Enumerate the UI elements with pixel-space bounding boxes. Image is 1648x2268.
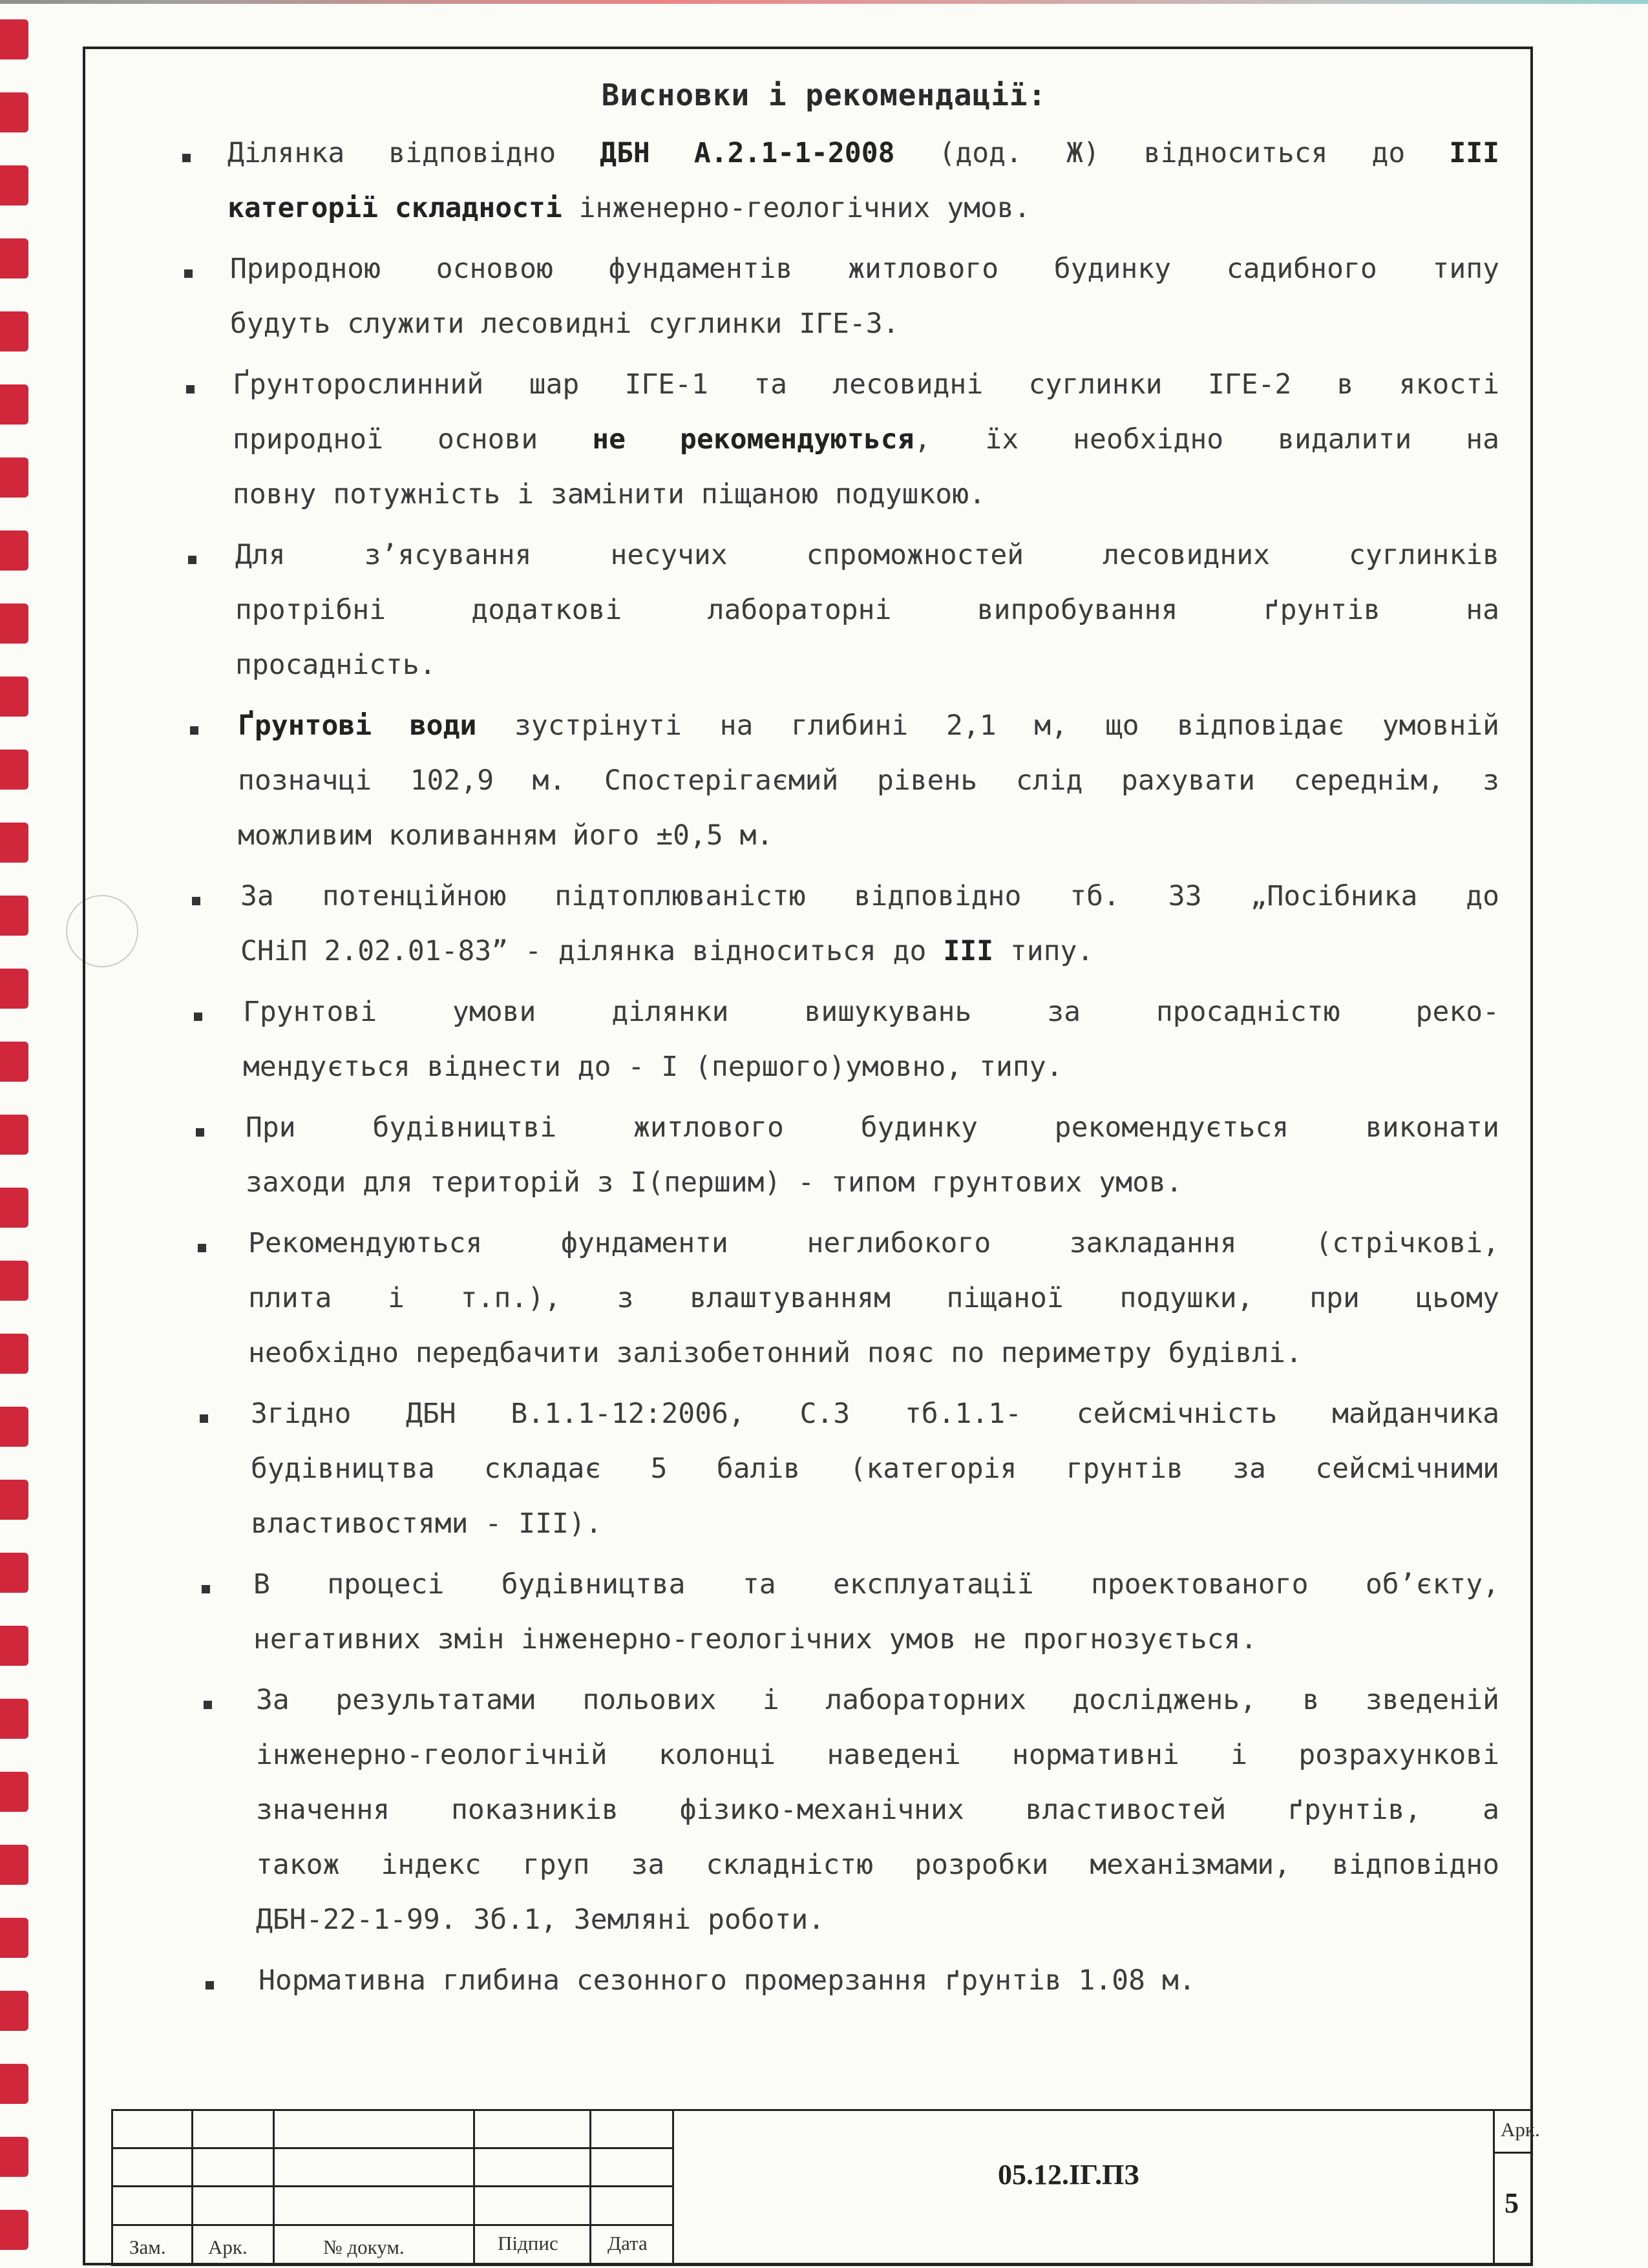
title-block (111, 2109, 1540, 2265)
bullet-marker (184, 269, 193, 278)
item-text: (дод. Ж) відноситься до (894, 137, 1450, 169)
item-text: просадність. (235, 649, 436, 681)
binding-tab (0, 1626, 28, 1666)
binding-tab (0, 1042, 28, 1082)
binding-tab (0, 1115, 28, 1155)
title-block-top-rule (111, 2109, 1533, 2111)
bullet-marker (186, 385, 195, 394)
binding-tab (0, 604, 28, 644)
binding-tab (0, 530, 28, 571)
item-text: зустрінуті на глибині 2,1 м, що відповідає умовній (476, 709, 1499, 742)
binding-tab (0, 969, 28, 1009)
title-block-col-rule (672, 2109, 674, 2265)
bullet-marker (202, 1585, 210, 1593)
bullet-marker (204, 1701, 212, 1709)
item-line (248, 1339, 1302, 1367)
page-title: Висновки і рекомендації: (601, 78, 1047, 112)
item-text: За результатами польових і лабораторних досліджень, в зведеній (256, 1684, 1499, 1716)
item-line (230, 255, 1499, 283)
item-line (233, 368, 1499, 401)
binding-tab (0, 2064, 28, 2104)
item-line (238, 764, 1499, 797)
spiral-binding (0, 0, 28, 2268)
item-line (256, 1686, 1499, 1714)
binding-tab (0, 1480, 28, 1520)
item-text: типу. (993, 935, 1094, 967)
binding-tab (0, 1699, 28, 1739)
item-line (240, 880, 1499, 912)
binding-tab (0, 238, 28, 278)
binding-tab (0, 1334, 28, 1374)
title-block-bottom-rule (111, 2264, 1533, 2266)
item-line (251, 1507, 602, 1540)
binding-tab (0, 823, 28, 863)
item-text: повну потужність і замінити піщаною подушкою. (233, 478, 986, 510)
item-text: Грунтові умови ділянки вишукувань за просадністю реко- (243, 996, 1499, 1028)
bullet-marker (198, 1244, 206, 1252)
item-text: Ділянка відповідно (227, 137, 600, 169)
item-text: За потенційною підтоплюваністю відповідно тб. 33 „Посібника до (240, 880, 1499, 912)
item-line (243, 998, 1499, 1026)
binding-tab (0, 457, 28, 498)
item-line (246, 1111, 1499, 1144)
binding-tab (0, 2210, 28, 2250)
binding-tab (0, 384, 28, 425)
item-text: будуть служити лесовидні суглинки ІГЕ-3. (230, 308, 900, 340)
item-line (238, 709, 1499, 742)
binding-tab (0, 677, 28, 717)
title-block-col-rule (273, 2109, 275, 2265)
item-text: негативних змін інженерно-геологічних умов не прогнозується. (253, 1623, 1258, 1655)
doc-number-label: № докум. (323, 2236, 405, 2258)
binding-tab (0, 311, 28, 352)
title-block-row-rule (111, 2224, 672, 2226)
binding-tab (0, 1918, 28, 1958)
title-block-sheet-rule (1493, 2152, 1533, 2154)
binding-tab (0, 1991, 28, 2031)
bullet-marker (188, 556, 196, 564)
item-text: Ґрунторослинний шар ІГЕ-1 та лесовидні суглинки ІГЕ-2 в якості (233, 368, 1499, 401)
emphasis-text: ДБН А.2.1-1-2008 (600, 137, 895, 169)
ark-label: Арк. (208, 2236, 248, 2258)
document-code: 05.12.ІГ.ПЗ (998, 2159, 1139, 2190)
item-text: мендується віднести до - I (першого)умовно, типу. (243, 1051, 1063, 1083)
bullet-marker (182, 154, 191, 162)
item-line (238, 819, 774, 852)
binding-tab (0, 1261, 28, 1301)
title-block-col-rule (191, 2109, 193, 2265)
item-line (235, 541, 1499, 569)
item-text: інженерно-геологічних умов. (562, 192, 1031, 224)
title-block-col-rule (111, 2109, 113, 2265)
title-block-row-rule (111, 2147, 672, 2149)
binding-tab (0, 1845, 28, 1885)
title-block-row-rule (111, 2185, 672, 2187)
item-line (243, 1053, 1063, 1081)
binding-tab (0, 165, 28, 205)
item-line (253, 1623, 1258, 1655)
item-text: Для з’ясування несучих спроможностей лесовидних суглинків (235, 539, 1499, 571)
item-text: Рекомендуються фундаменти неглибокого закладання (стрічкові, (248, 1227, 1499, 1259)
item-text: також індекс груп за складністю розробки механізмами, відповідно (256, 1849, 1499, 1881)
title-block-col-rule (473, 2109, 475, 2265)
item-line (233, 423, 1499, 456)
item-line (256, 1906, 825, 1934)
item-text: В процесі будівництва та експлуатації проектованого об’єкту, (253, 1568, 1499, 1601)
item-line (256, 1741, 1499, 1769)
item-line (253, 1568, 1499, 1601)
item-text: властивостями - III). (251, 1507, 602, 1540)
binding-tab (0, 750, 28, 790)
item-text: Природною основою фундаментів житлового будинку садибного типу (230, 253, 1499, 285)
item-text: заходи для територій з I(першим) - типом грунтових умов. (246, 1166, 1183, 1199)
binding-tab (0, 1407, 28, 1447)
emphasis-text: не рекомендуються (592, 423, 914, 456)
item-line (256, 1851, 1499, 1879)
zam-label: Зам. (129, 2236, 166, 2258)
item-text: значення показників фізико-механічних властивостей ґрунтів, а (256, 1794, 1499, 1826)
item-text: Нормативна глибина сезонного промерзання ґрунтів 1.08 м. (259, 1964, 1196, 1997)
bullet-marker (192, 897, 200, 905)
emphasis-text: III (1449, 137, 1499, 169)
item-line (240, 935, 1094, 967)
item-text: плита і т.п.), з влаштуванням піщаної подушки, при цьому (248, 1282, 1499, 1314)
item-line (251, 1455, 1499, 1483)
bullet-marker (196, 1128, 204, 1137)
bullet-marker (194, 1013, 202, 1021)
item-line (227, 194, 1031, 222)
item-text: необхідно передбачити залізобетонний пояс по периметру будівлі. (248, 1337, 1302, 1369)
item-text: При будівництві житлового будинку рекомендується виконати (246, 1111, 1499, 1144)
item-text: позначці 102,9 м. Спостерігаємий рівень слід рахувати середнім, з (238, 764, 1499, 797)
item-text: Згідно ДБН В.1.1-12:2006, С.3 тб.1.1- сейсмічність майданчика (251, 1398, 1499, 1430)
bullet-marker (200, 1414, 208, 1423)
item-line (251, 1400, 1499, 1428)
item-line (256, 1796, 1499, 1824)
item-line (259, 1964, 1196, 1997)
item-line (248, 1227, 1499, 1259)
binding-tab (0, 896, 28, 936)
item-line (235, 596, 1499, 624)
item-text: будівництва складає 5 балів (категорія грунтів за сейсмічними (251, 1453, 1499, 1485)
bullet-marker (190, 726, 198, 735)
binding-tab (0, 19, 28, 59)
emphasis-text: категорії складності (227, 192, 562, 224)
item-text: , їх необхідно видалити на (914, 423, 1499, 456)
binding-tab (0, 2137, 28, 2177)
emphasis-text: III (943, 935, 993, 967)
signature-label: Підпис (498, 2232, 558, 2254)
binding-tab (0, 1188, 28, 1228)
title-block-col-rule (1493, 2109, 1495, 2265)
title-block-col-rule (589, 2109, 591, 2265)
bullet-marker (206, 1981, 214, 1990)
item-line (248, 1282, 1499, 1314)
item-text: можливим коливанням його ±0,5 м. (238, 819, 774, 852)
item-line (230, 310, 900, 338)
item-text: інженерно-геологічній колонці наведені нормативні і розрахункові (256, 1739, 1499, 1771)
item-text: протрібні додаткові лабораторні випробування ґрунтів на (235, 594, 1499, 626)
binding-tab (0, 1553, 28, 1593)
sheet-number: 5 (1505, 2187, 1519, 2219)
emphasis-text: Ґрунтові води (238, 709, 477, 742)
item-text: природної основи (233, 423, 593, 456)
date-label: Дата (607, 2232, 648, 2254)
page-top-edge (0, 0, 1648, 4)
sheet-label: Арк. (1501, 2118, 1540, 2141)
item-text: ДБН-22-1-99. Зб.1, Земляні роботи. (256, 1904, 825, 1936)
binding-tab (0, 1772, 28, 1812)
item-text: СНіП 2.02.01-83” - ділянка відноситься до (240, 935, 944, 967)
item-line (227, 137, 1499, 169)
item-line (233, 478, 986, 510)
item-line (235, 651, 436, 679)
item-line (246, 1166, 1183, 1199)
